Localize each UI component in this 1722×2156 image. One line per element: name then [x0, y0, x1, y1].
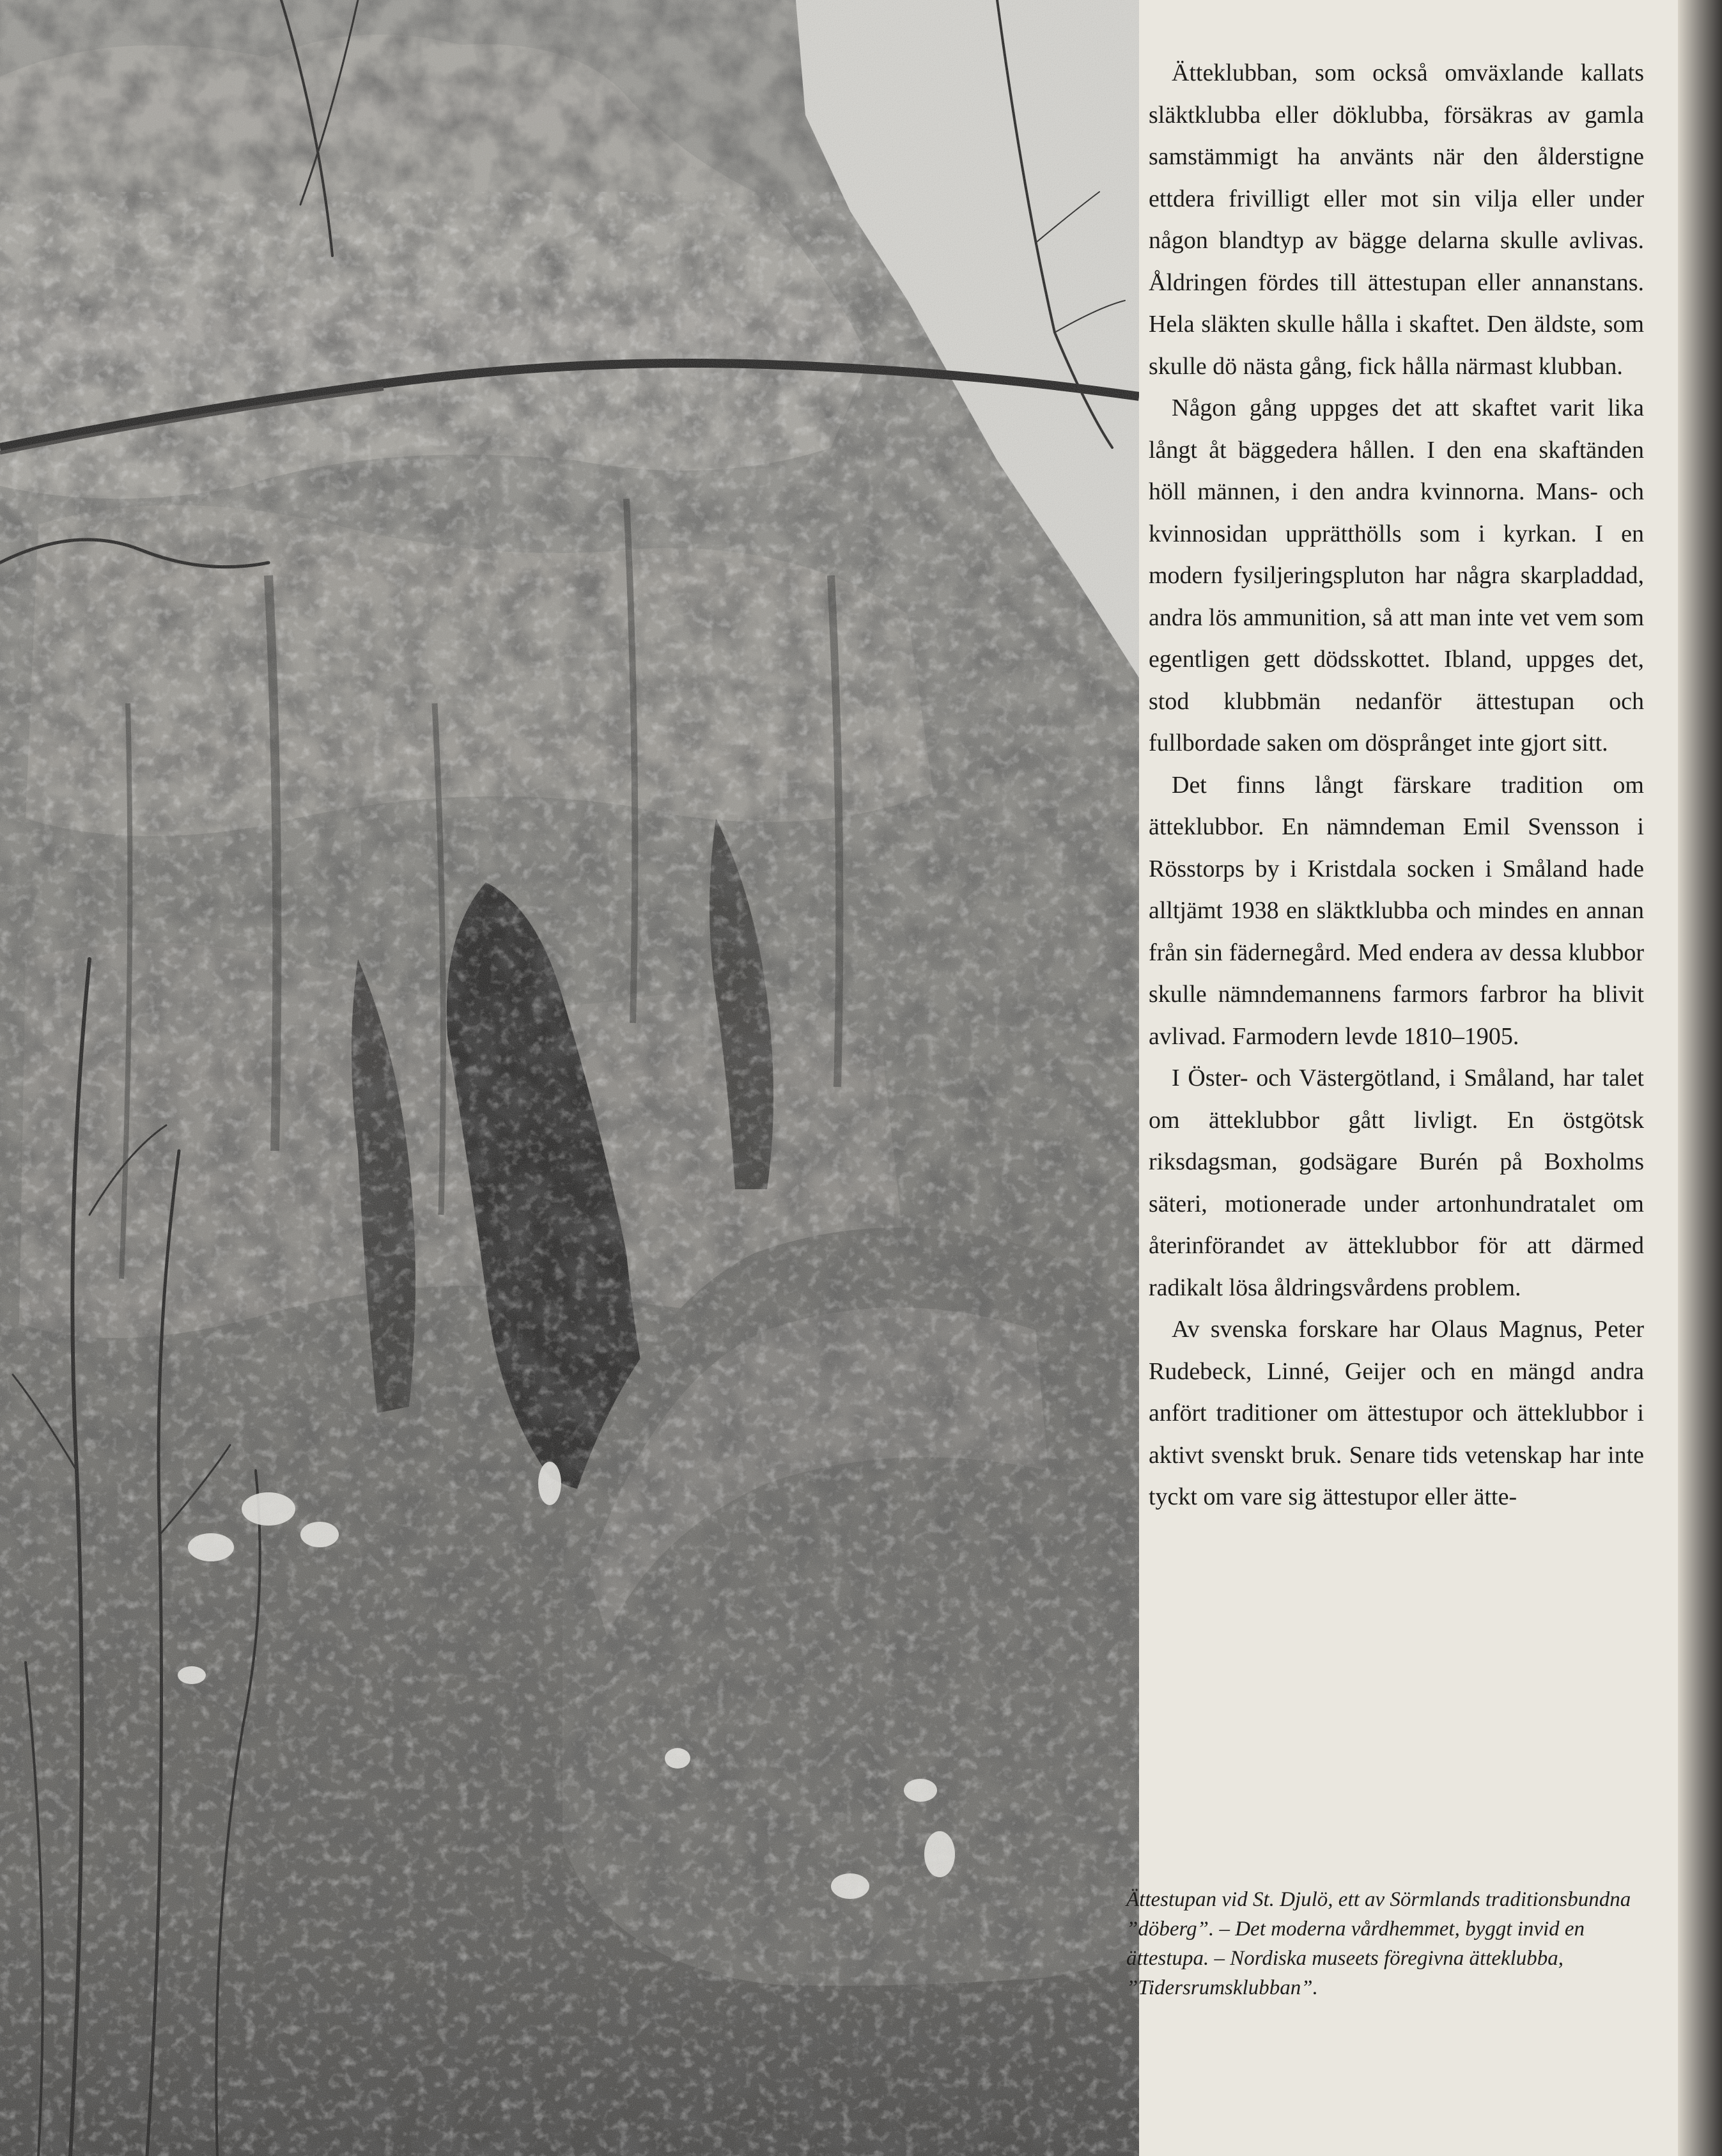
photo-caption: Ättestupan vid St. Djulö, ett av Sörmlands traditionsbundna ”döberg”. – Det moderna vårdhemmet, byggt invid en ättestupa. – Nordiska museets föregivna ätteklubba, ”Tidersrumsklubban”. — [1126, 1888, 1631, 1999]
paragraph-forskare: Av svenska forskare har Olaus Magnus, Peter Rudebeck, Linné, Geijer och en mängd andra anfört traditioner om ättestupor och ätteklubbor i aktivt svenskt bruk. Senare tids vetenskap har inte tyckt om vare sig ättestupor eller ätte- — [1149, 1316, 1644, 1510]
scan-binding-edge — [1678, 0, 1722, 2156]
paragraph-ostergotland: I Öster- och Västergötland, i Småland, har talet om ätteklubbor gått livligt. En östgötsk riksdagsman, godsägare Burén på Boxholms säteri, motionerade under artonhundratalet om återinförandet av ätteklubbor för att därmed radikalt lösa åldringsvårdens problem. — [1149, 1065, 1644, 1301]
paragraph-skaftet: Någon gång uppges det att skaftet varit lika långt åt bäggedera hållen. I den ena skaftänden höll männen, i den andra kvinnorna. Mans- och kvinnosidan upprätthölls som i kyrkan. I en modern fysiljeringspluton har några skarpladdad, andra lös ammunition, så att man inte vet vem som egentligen gett dödsskottet. Ibland, uppges det, stod klubbmän nedanför ättestupan och fullbordade saken om dösprånget inte gjort sitt. — [1149, 394, 1644, 756]
paragraph-tradition: Det finns långt färskare tradition om ätteklubbor. En nämndeman Emil Svensson i Rösstorps by i Kristdala socken i Småland hade alltjämt 1938 en släktklubba och mindes en annan från sin fädernegård. Med endera av dessa klubbor skulle nämndemannens farmors farbror ha blivit avlivad. Farmodern levde 1810–1905. — [1149, 771, 1644, 1050]
paragraph-atteklubban: Ätteklubban, som också omväxlande kallats släktklubba eller döklubba, försäkras av gamla samstämmigt ha använts när den ålderstigne ettdera frivilligt eller mot sin vilja eller under någon blandtyp av bägge delarna skulle avlivas. Åldringen fördes till ättestupan eller annanstans. Hela släkten skulle hålla i skaftet. Den äldste, som skulle dö nästa gång, fick hålla närmast klubban. — [1149, 59, 1644, 380]
article-text — [1149, 52, 1644, 1519]
